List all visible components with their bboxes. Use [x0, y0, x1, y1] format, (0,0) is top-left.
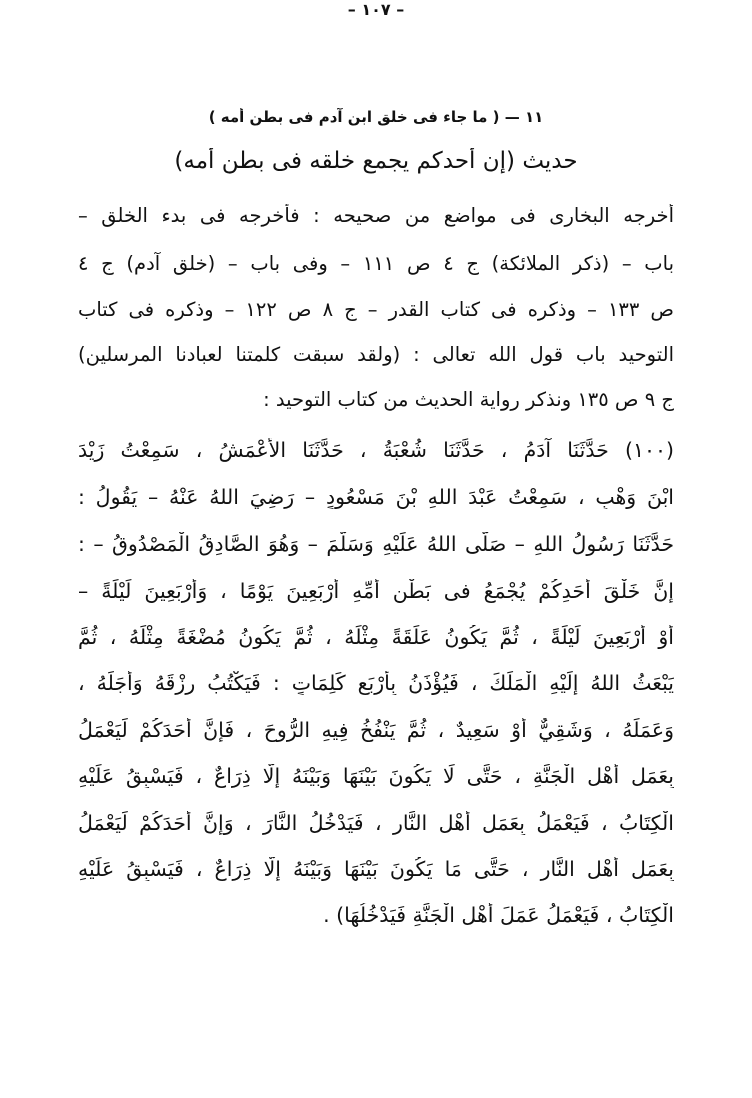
hadith-line: أَوْ أَرْبَعِينَ لَيْلَةً ، ثُمَّ يَكُونُ عَلَقَةً مِثْلَهُ ، ثُمَّ يَكُونُ مُضْغَةً مِثْلَهُ ، ثُمَّ [78, 625, 674, 649]
section-header: ١١ — ( ما جاء فى خلق ابن آدم فى بطن أمه ) [208, 108, 544, 126]
hadith-line: ابْنَ وَهْبٍ ، سَمِعْتُ عَبْدَ اللهِ بْنَ مَسْعُودٍ – رَضِيَ اللهُ عَنْهُ – يَقُولُ : [78, 485, 674, 509]
hadith-line: بِعَمَلِ أَهْلِ الْجَنَّةِ ، حَتَّى لَا يَكُونَ بَيْنَهَا وَبَيْنَهُ إِلَّا ذِرَاعٌ ، فَيَسْبِقُ عَلَيْهِ [78, 764, 674, 788]
hadith-line: حَدَّثَنَا رَسُولُ اللهِ – صَلَّى اللهُ عَلَيْهِ وَسَلَّمَ – وَهُوَ الصَّادِقُ الْمَصْدُوقُ – : [78, 532, 674, 556]
hadith-line: بِعَمَلِ أَهْلِ النَّارِ ، حَتَّى مَا يَكُونَ بَيْنَهَا وَبَيْنَهُ إِلَّا ذِرَاعٌ ، فَيَسْبِقُ عَلَيْهِ [78, 857, 674, 881]
hadith-line: إِنَّ خَلْقَ أَحَدِكُمْ يُجْمَعُ فى بَطْنِ أُمِّهِ أَرْبَعِينَ يَوْمًا ، وَأَرْبَعِينَ لَيْلَةً – [78, 579, 674, 603]
hadith-line: (١٠٠) حَدَّثَنَا آدَمُ ، حَدَّثَنَا شُعْبَةُ ، حَدَّثَنَا الأَعْمَشُ ، سَمِعْتُ زَيْدَ [78, 438, 674, 462]
intro-line: باب – (ذكر الملائكة) ج ٤ ص ١١١ – وفى باب – (خلق آدم) ج ٤ [78, 252, 674, 275]
hadith-line: وَعَمَلَهُ ، وَشَقِيٌّ أَوْ سَعِيدٌ ، ثُمَّ يَنْفُخُ فِيهِ الرُّوحَ ، فَإِنَّ أَحَدَكُمْ لَيَعْمَلُ [78, 718, 674, 742]
hadith-line: الْكِتَابُ ، فَيَعْمَلُ عَمَلَ أَهْلِ الْجَنَّةِ فَيَدْخُلُهَا) . [323, 903, 674, 927]
page-number: – ١٠٧ – [347, 0, 405, 19]
intro-line: أخرجه البخارى فى مواضع من صحيحه : فأخرجه فى بدء الخلق – [78, 204, 674, 227]
hadith-title: حديث (إن أحدكم يجمع خلقه فى بطن أمه) [174, 148, 578, 174]
intro-line: ص ١٣٣ – وذكره فى كتاب القدر – ج ٨ ص ١٢٢ – وذكره فى كتاب [78, 298, 674, 321]
intro-line: ج ٩ ص ١٣٥ ونذكر رواية الحديث من كتاب التوحيد : [263, 388, 674, 411]
hadith-line: الْكِتَابُ ، فَيَعْمَلُ بِعَمَلِ أَهْلِ النَّارِ ، فَيَدْخُلُ النَّارَ ، وَإِنَّ أَحَدَكُمْ لَيَعْمَلُ [78, 811, 674, 835]
intro-line: التوحيد باب قول الله تعالى : (ولقد سبقت كلمتنا لعبادنا المرسلين) [78, 343, 674, 366]
hadith-line: يَبْعَثُ اللهُ إِلَيْهِ الْمَلَكَ ، فَيُؤْذَنُ بِأَرْبَعِ كَلِمَاتٍ : فَيَكْتُبُ رِزْقَهُ وَأَجَلَهُ ، [78, 671, 674, 695]
